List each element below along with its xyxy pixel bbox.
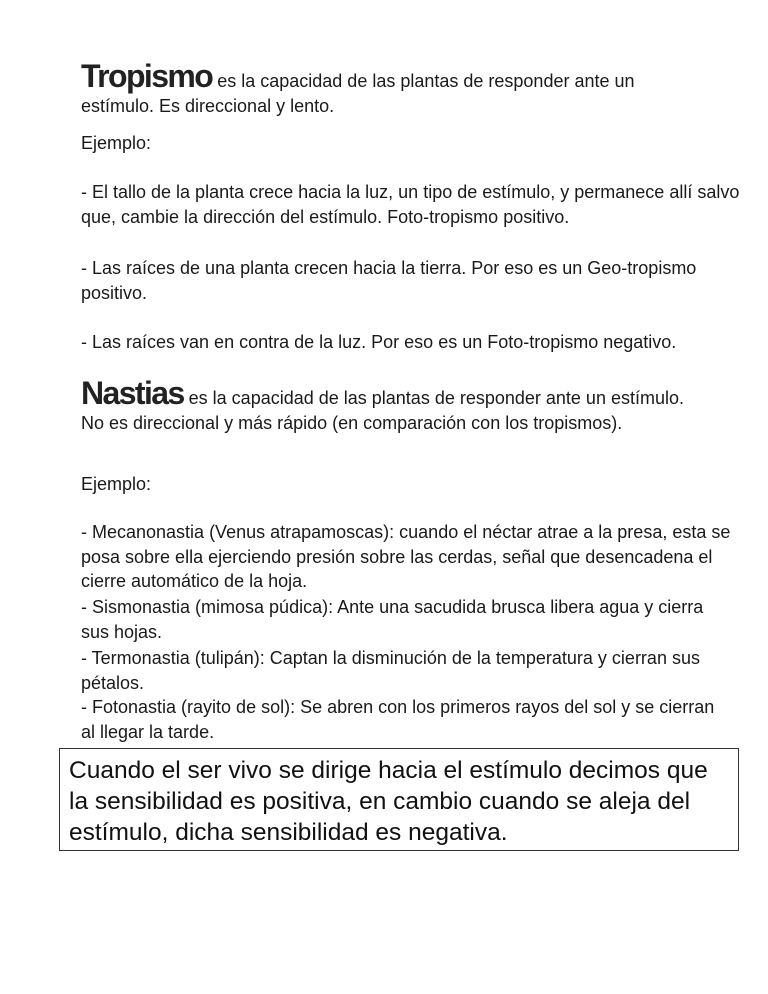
tropismo-intro <box>81 58 753 118</box>
tropismo-intro-line2: estímulo. Es direccional y lento. <box>81 95 335 116</box>
nastias-example-label: Ejemplo: <box>81 474 152 494</box>
nastias-heading: Nastias <box>81 375 184 411</box>
nastias-intro-line1: es la capacidad de las plantas de responder ante un estímulo. <box>183 388 684 408</box>
sensitivity-note-box <box>59 748 739 851</box>
nastias-example-4: - Fotonastia (rayito de sol): Se abren con los primeros rayos del sol y se cierran al llegar la tarde. <box>81 697 715 742</box>
tropismo-example-3: - Las raíces van en contra de la luz. Por eso es un Foto-tropismo negativo. <box>81 332 677 352</box>
sensitivity-note-text: Cuando el ser vivo se dirige hacia el estímulo decimos que la sensibilidad es positiva, en cambio cuando se aleja del estímulo, dicha sensibilidad es negativa. <box>69 757 708 846</box>
tropismo-intro-line1: es la capacidad de las plantas de responder ante un <box>212 71 635 91</box>
nastias-intro-line2: No es direccional y más rápido (en comparación con los tropismos). <box>81 412 623 433</box>
nastias-example-2: - Sismonastia (mimosa púdica): Ante una sacudida brusca libera agua y cierra sus hojas. <box>81 597 704 642</box>
tropismo-example-1: - El tallo de la planta crece hacia la luz, un tipo de estímulo, y permanece allí salvo que, cambie la dirección del estímulo. Foto-tropismo positivo. <box>81 182 740 227</box>
nastias-example-3: - Termonastia (tulipán): Captan la disminución de la temperatura y cierran sus pétalos. <box>81 648 700 693</box>
nastias-intro <box>81 375 761 435</box>
tropismo-example-label: Ejemplo: <box>81 133 152 153</box>
tropismo-example-2: - Las raíces de una planta crecen hacia la tierra. Por eso es un Geo-tropismo positivo. <box>81 258 697 303</box>
tropismo-heading: Tropismo <box>81 58 213 94</box>
nastias-example-1: - Mecanonastia (Venus atrapamoscas): cuando el néctar atrae a la presa, esta se posa sobre ella ejerciendo presión sobre las cerdas, señal que desencadena el cierre automático de la hoja. <box>81 522 731 591</box>
